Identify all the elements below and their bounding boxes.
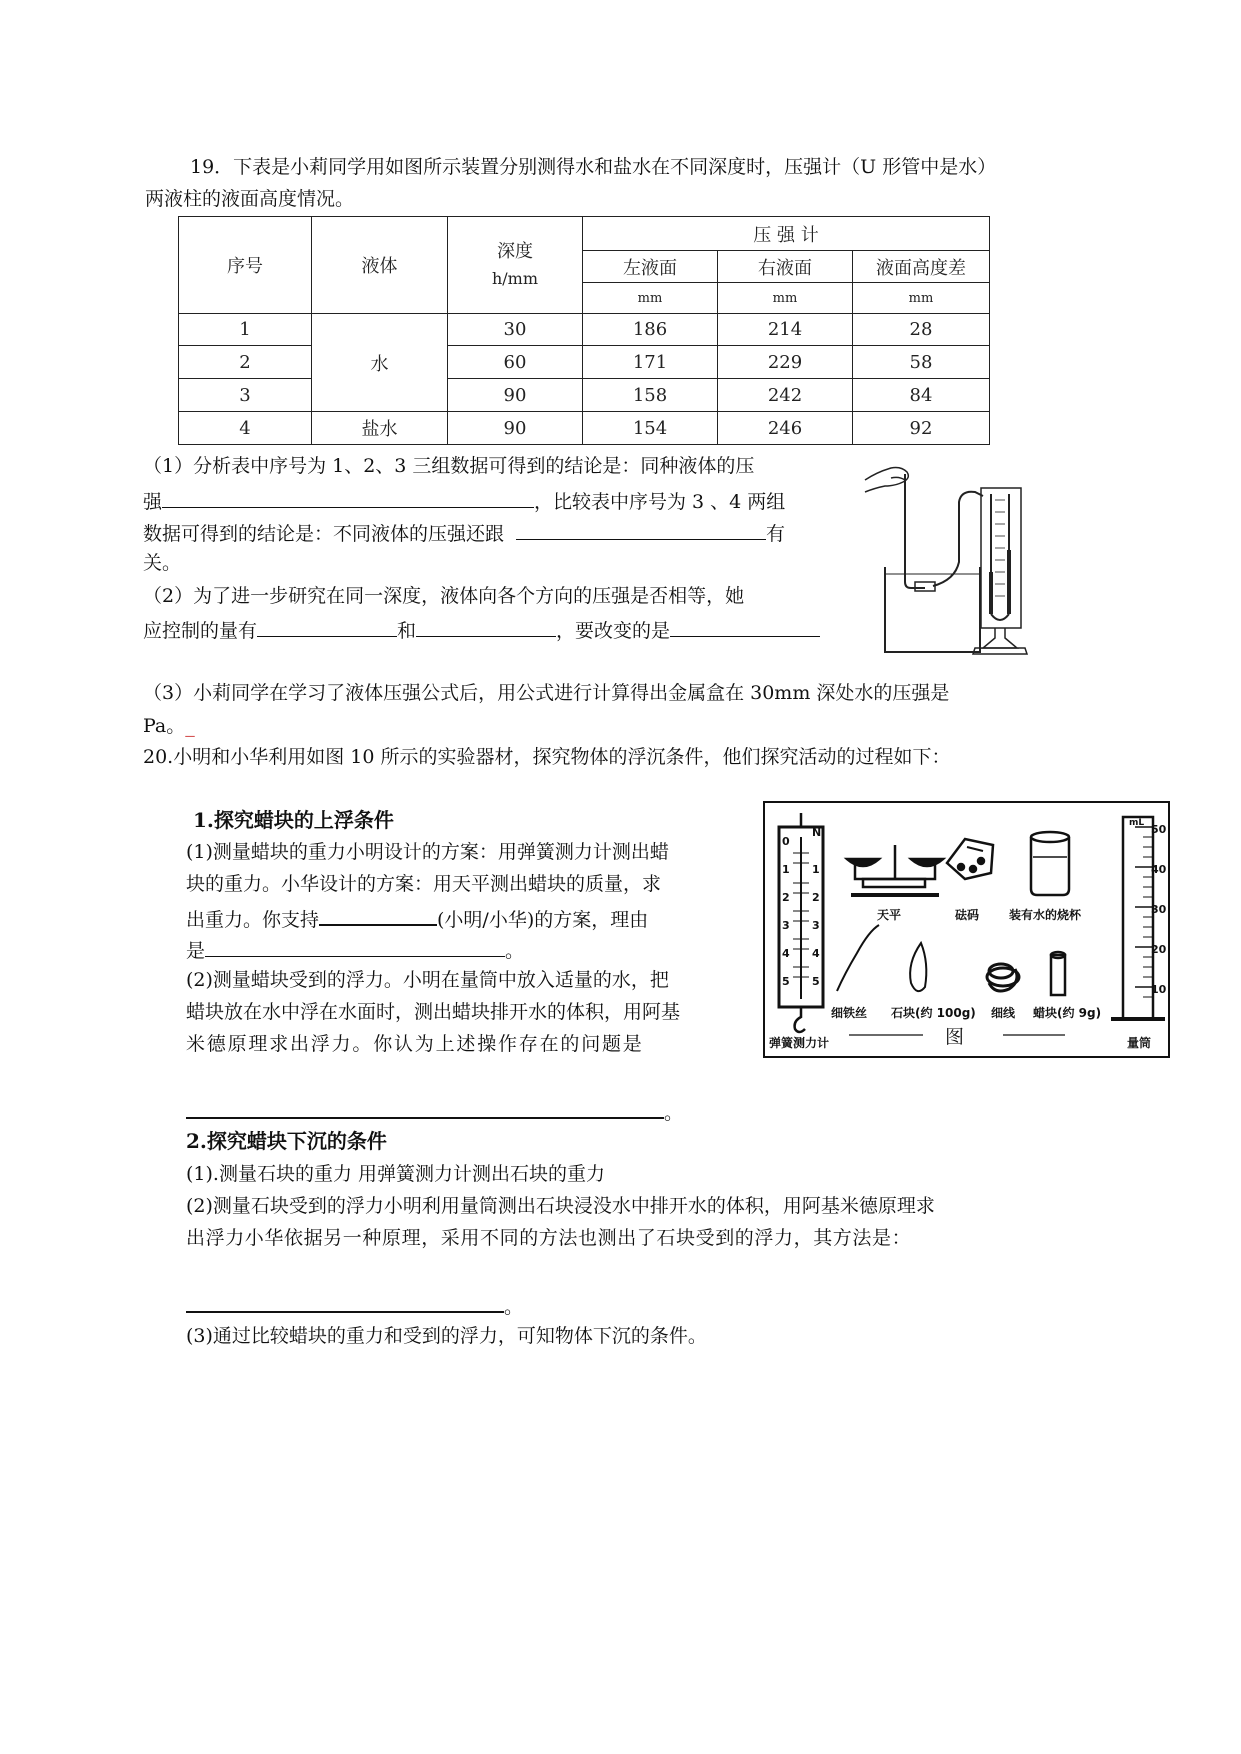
q19-part2-text: 和 (397, 620, 417, 642)
q20-s1-line5: (2)测量蜡块受到的浮力。小明在量筒中放入适量的水，把 (186, 969, 669, 991)
unit-left: mm (583, 283, 718, 314)
thread-coil-icon (987, 964, 1019, 991)
pressure-gauge-apparatus-figure (855, 452, 1045, 662)
header-depth (448, 217, 583, 314)
answer-blank[interactable] (319, 904, 437, 926)
header-seq: 序号 (179, 217, 312, 314)
scale-tick: 2 (812, 891, 820, 904)
table-row (179, 379, 990, 412)
scale-tick: 5 (812, 975, 820, 988)
cell-right: 214 (718, 314, 853, 346)
red-underscore-mark: _ (185, 715, 195, 737)
q20-s1-line4 (186, 936, 524, 963)
q19-part1-line3 (143, 519, 785, 546)
cylinder-tick: 10 (1151, 983, 1167, 996)
cell-seq: 1 (179, 314, 312, 346)
header-left-level: 左液面 (583, 251, 718, 283)
answer-blank[interactable] (257, 616, 397, 637)
scale-tick: 2 (782, 891, 790, 904)
unit-right: mm (718, 283, 853, 314)
cell-right: 246 (718, 412, 853, 445)
q19-part3-text: Pa。 (143, 715, 186, 737)
figure-caption: 图 (945, 1026, 965, 1048)
q19-intro-line1: 19．下表是小莉同学用如图所示装置分别测得水和盐水在不同深度时，压强计（U 形管中是水） (190, 156, 997, 178)
header-depth-label: 深度 (497, 241, 533, 262)
cell-seq: 2 (179, 346, 312, 379)
weights-box-icon (947, 839, 993, 879)
spring-scale-label: 弹簧测力计 (769, 1036, 830, 1050)
q19-part3-line1: （3）小莉同学在学习了液体压强公式后，用公式进行计算得出金属盒在 30mm 深处水的压强是 (143, 682, 950, 704)
pressure-data-table (178, 216, 990, 445)
weights-label: 砝码 (955, 908, 980, 922)
cylinder-label: 量筒 (1127, 1036, 1152, 1050)
stone-icon (910, 943, 926, 991)
q19-part1-line4: 关。 (143, 552, 182, 574)
q19-part1-text: ，比较表中序号为 3 、4 两组 (534, 491, 786, 513)
water-beaker-icon (1031, 832, 1069, 895)
stone-label: 石块(约 100g) (891, 1006, 976, 1020)
cylinder-tick: 30 (1151, 903, 1167, 916)
header-level-diff: 液面高度差 (853, 251, 990, 283)
scale-tick: 5 (782, 975, 790, 988)
header-gauge: 压 强 计 (583, 217, 990, 251)
cylinder-tick: 20 (1151, 943, 1167, 956)
unit-diff: mm (853, 283, 990, 314)
answer-blank[interactable] (205, 936, 505, 957)
cell-liquid-salt: 盐水 (312, 412, 448, 445)
answer-blank[interactable] (670, 616, 820, 637)
cell-diff: 58 (853, 346, 990, 379)
cell-left: 186 (583, 314, 718, 346)
cell-liquid-water: 水 (312, 314, 448, 412)
scale-tick: 1 (782, 863, 790, 876)
u-tube-manometer-icon (973, 488, 1027, 654)
q20-s2-text: 。 (504, 1296, 524, 1318)
beaker-icon (885, 567, 980, 652)
cell-depth: 60 (448, 346, 583, 379)
scale-tick: 1 (812, 863, 820, 876)
header-depth-unit: h/mm (491, 269, 539, 288)
q20-s1-line6: 蜡块放在水中浮在水面时，测出蜡块排开水的体积，用阿基 (186, 1001, 681, 1023)
equipment-figure-drawing (765, 803, 1168, 1056)
q20-s2-line1: (1).测量石块的重力 用弹簧测力计测出石块的重力 (186, 1163, 605, 1185)
beaker-label: 装有水的烧杯 (1009, 908, 1082, 922)
q20-section1-title: 1.探究蜡块的上浮条件 (193, 808, 394, 832)
wax-label: 蜡块(约 9g) (1033, 1006, 1102, 1020)
q19-intro-line2: 两液柱的液面高度情况。 (145, 188, 355, 210)
balance-label: 天平 (877, 908, 902, 922)
scale-tick: 4 (782, 947, 790, 960)
cylinder-tick: 50 (1151, 823, 1167, 836)
q19-part1-text: 强 (143, 491, 163, 513)
q20-s2-line2: (2)测量石块受到的浮力小明利用量筒测出石块浸没水中排开水的体积，用阿基米德原理求 (186, 1195, 935, 1217)
cell-right: 229 (718, 346, 853, 379)
cell-right: 242 (718, 379, 853, 412)
spring-scale-icon (769, 813, 829, 1050)
cell-left: 158 (583, 379, 718, 412)
q19-part2-text: 应控制的量有 (143, 620, 258, 642)
q19-part1-line2 (143, 487, 785, 514)
q20-s1-line8 (186, 1097, 683, 1125)
q20-s1-line7: 米德原理求出浮力。你认为上述操作存在的问题是 (186, 1033, 644, 1055)
cell-diff: 84 (853, 379, 990, 412)
equipment-figure (763, 801, 1170, 1058)
cell-left: 171 (583, 346, 718, 379)
cylinder-unit: mL (1129, 818, 1145, 828)
wax-block-icon (1051, 952, 1065, 995)
q20-s1-line3 (186, 904, 648, 932)
q20-s1-text: 。 (505, 940, 525, 962)
q20-s2-line5: (3)通过比较蜡块的重力和受到的浮力，可知物体下沉的条件。 (186, 1325, 707, 1347)
scale-unit: N (812, 826, 822, 839)
scale-tick: 3 (782, 919, 790, 932)
table-row (179, 412, 990, 445)
cell-diff: 28 (853, 314, 990, 346)
hand-icon (865, 468, 908, 493)
cell-depth: 90 (448, 412, 583, 445)
thin-wire-icon (837, 925, 879, 991)
q20-s1-text: 是 (186, 940, 206, 962)
table-row (179, 314, 990, 346)
q20-s1-text: (小明/小华)的方案，理由 (437, 909, 649, 931)
scale-tick: 0 (782, 835, 790, 848)
cylinder-tick: 40 (1151, 863, 1167, 876)
q20-s1-text: 出重力。你支持 (186, 909, 320, 931)
cell-seq: 3 (179, 379, 312, 412)
q19-part1-line1: （1）分析表中序号为 1、2、3 三组数据可得到的结论是：同种液体的压 (143, 455, 755, 477)
q19-part1-text: 有 (766, 523, 786, 545)
q20-intro: 20.小明和小华利用如图 10 所示的实验器材，探究物体的浮沉条件，他们探究活动的过程如下： (143, 746, 951, 768)
cell-depth: 30 (448, 314, 583, 346)
header-liquid: 液体 (312, 217, 448, 314)
header-right-level: 右液面 (718, 251, 853, 283)
scale-tick: 3 (812, 919, 820, 932)
q20-s1-text: 。 (664, 1102, 684, 1124)
answer-blank[interactable] (186, 1097, 664, 1119)
table-row (179, 346, 990, 379)
q19-part3-line2 (143, 714, 195, 738)
scale-tick: 4 (812, 947, 820, 960)
cell-diff: 92 (853, 412, 990, 445)
q19-part2-line1: （2）为了进一步研究在同一深度，液体向各个方向的压强是否相等，她 (143, 585, 745, 607)
answer-blank[interactable] (416, 616, 556, 637)
cell-left: 154 (583, 412, 718, 445)
thread-label: 细线 (991, 1006, 1016, 1020)
q20-s1-line1: (1)测量蜡块的重力小明设计的方案：用弹簧测力计测出蜡 (186, 841, 669, 863)
q20-s2-line4 (186, 1291, 523, 1319)
q20-s1-line2: 块的重力。小华设计的方案：用天平测出蜡块的质量，求 (186, 873, 662, 895)
answer-blank[interactable] (516, 519, 766, 540)
balance-icon (847, 845, 943, 895)
wire-label: 细铁丝 (831, 1006, 868, 1020)
q20-s2-line3: 出浮力小华依据另一种原理，采用不同的方法也测出了石块受到的浮力，其方法是： (186, 1227, 912, 1249)
q19-part1-text: 数据可得到的结论是：不同液体的压强还跟 (143, 523, 505, 545)
cell-seq: 4 (179, 412, 312, 445)
q20-section2-title: 2.探究蜡块下沉的条件 (186, 1129, 387, 1153)
answer-blank[interactable] (186, 1291, 504, 1313)
answer-blank[interactable] (162, 487, 534, 508)
q19-part2-text: ，要改变的是 (556, 620, 671, 642)
cell-depth: 90 (448, 379, 583, 412)
q19-part2-line2 (143, 616, 820, 643)
